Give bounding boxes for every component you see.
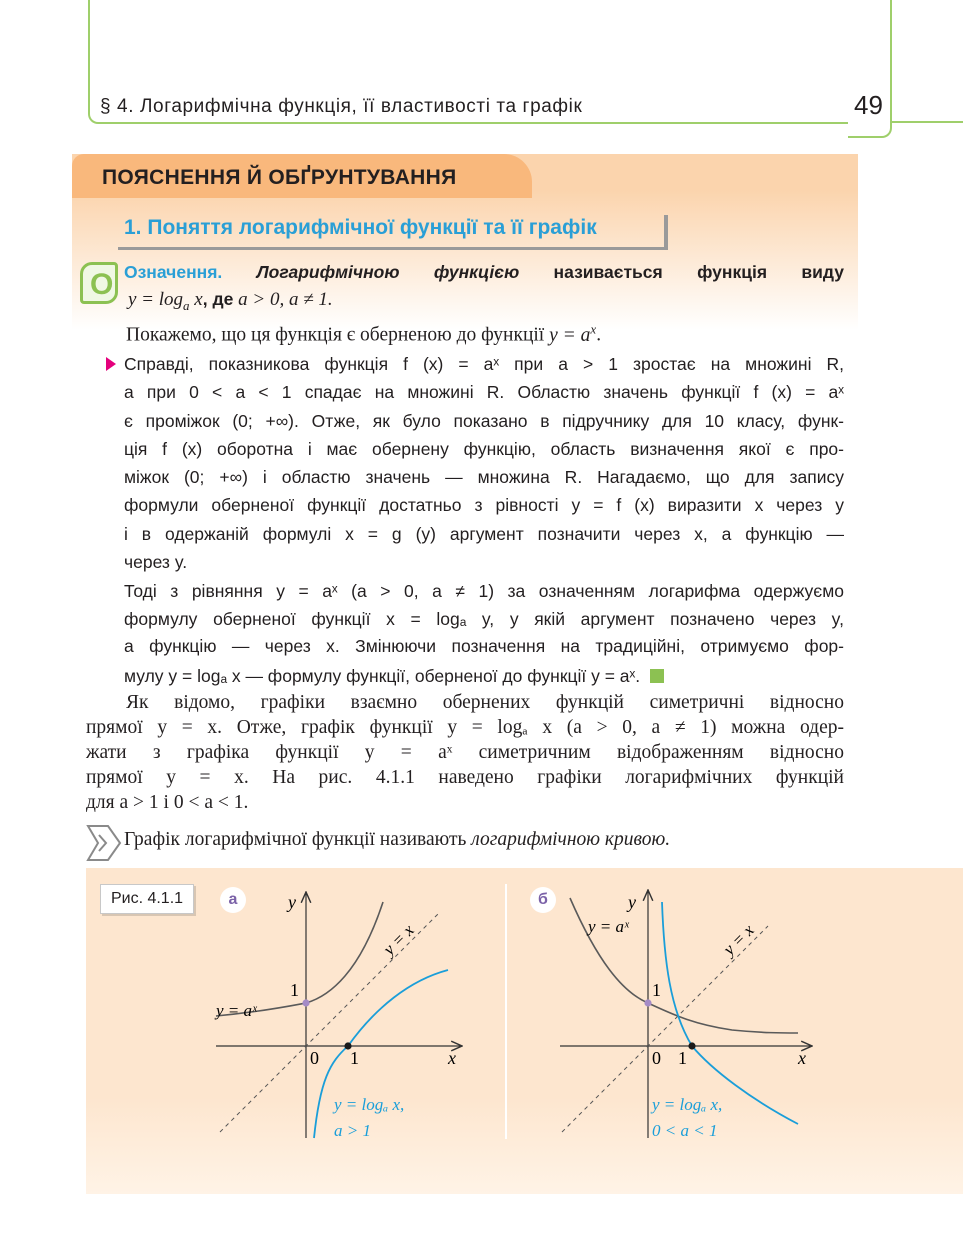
definition-label: Означення. xyxy=(124,262,223,282)
y-one-label: 1 xyxy=(290,980,299,1000)
proof-line: ція f (x) оборотна і має обернену функцію, область визначення якої є про- xyxy=(124,438,844,459)
point-y-intercept xyxy=(644,999,651,1006)
origin-label: 0 xyxy=(310,1048,319,1068)
diagonal-label: y = x xyxy=(379,920,418,959)
y-axis-label: y xyxy=(288,892,296,912)
graph-panel-a xyxy=(200,880,490,1145)
proof-line: формулу оберненої функції x = logₐ y, у якій аргумент позначено через y, xyxy=(124,608,844,629)
definition-text: називається функція виду xyxy=(519,262,844,282)
graphs-line: жати з графіка функції y = aˣ симетричним відображенням відносно xyxy=(86,742,844,763)
page-frame-line xyxy=(892,121,963,123)
log-label-2: 0 < a < 1 xyxy=(652,1121,718,1140)
proof-line: Справді, показникова функція f (x) = aˣ при a > 1 зростає на множині R, xyxy=(124,354,844,374)
exp-label: y = aˣ xyxy=(588,917,629,936)
proof-line: і в одержаній формулі x = g (y) аргумент позначити через x, а функцію — xyxy=(124,523,844,544)
definition-conditions-lead: , де xyxy=(202,289,239,309)
log-label-1: y = logₐ x, xyxy=(334,1095,405,1114)
page-number: 49 xyxy=(854,90,883,120)
figure-label: Рис. 4.1.1 xyxy=(100,884,194,914)
proof-line-last: мулу y = logₐ x — формулу функції, оберненої до функції y = aˣ. xyxy=(124,661,844,691)
proof-paragraph-1 xyxy=(124,350,844,576)
origin-label: 0 xyxy=(652,1048,661,1068)
running-head: § 4. Логарифмічна функція, її властивості та графік xyxy=(100,96,583,117)
proof-line: є проміжок (0; +∞). Отже, як було показано в підручнику для 10 класу, функ- xyxy=(124,410,844,431)
graphs-line: прямої y = x. Отже, графік функції y = logₐ x (a > 0, a ≠ 1) можна одер- xyxy=(86,717,844,738)
subsection-title: 1. Поняття логарифмічної функції та її графік xyxy=(124,216,597,239)
note-emphasis: логарифмічною кривою. xyxy=(471,829,671,850)
figure-divider xyxy=(505,884,507,1139)
proof-line: формули оберненої функції достатньо з рівності y = f (x) виразити x через y xyxy=(124,495,844,516)
definition-formula: $y = \log_a x$ xyxy=(128,289,203,313)
graph-panel-b xyxy=(552,880,842,1145)
x-axis-label: x xyxy=(448,1048,456,1068)
panel-b-badge: б xyxy=(530,887,556,913)
subsection-bar xyxy=(664,215,668,250)
x-one-label: 1 xyxy=(678,1048,687,1068)
end-of-proof-icon xyxy=(650,669,664,683)
graphs-line: прямої y = x. На рис. 4.1.1 наведено графіки логарифмічних функцій xyxy=(86,767,844,788)
diagonal-line xyxy=(220,912,440,1132)
y-axis-label: y xyxy=(628,892,636,912)
exp-curve xyxy=(216,902,383,1016)
log-label-2: a > 1 xyxy=(334,1121,371,1140)
proof-bullet-icon xyxy=(106,357,116,371)
exp-label: y = aˣ xyxy=(216,1001,257,1020)
definition-line-2 xyxy=(128,286,628,319)
subsection-underline xyxy=(118,247,667,250)
note-arrow-icon xyxy=(86,824,122,862)
proof-line: а функцію — через x. Змінюючи позначення на традиційні, отримуємо фор- xyxy=(124,636,844,656)
proof-line: а при 0 < a < 1 спадає на множині R. Областю значень функції f (x) = aˣ xyxy=(124,382,844,403)
panel-a-badge: а xyxy=(220,887,246,913)
x-one-label: 1 xyxy=(350,1048,359,1068)
graphs-paragraph xyxy=(86,690,844,815)
point-y-intercept xyxy=(302,999,309,1006)
definition-term: Логарифмічною функцією xyxy=(256,262,520,282)
proof-line: через y. xyxy=(124,552,188,573)
definition-conditions: a > 0, a ≠ 1. xyxy=(238,289,333,310)
intro-line: Покажемо, що ця функція є оберненою до функції $y = a^x$. xyxy=(126,321,602,346)
section-title: ПОЯСНЕННЯ Й ОБҐРУНТУВАННЯ xyxy=(102,166,457,189)
proof-paragraph-2 xyxy=(124,578,844,691)
point-x-intercept xyxy=(688,1042,695,1049)
proof-line: Тоді з рівняння y = aˣ (a > 0, a ≠ 1) за означенням логарифма одержуємо xyxy=(124,581,844,601)
diagonal-label: y = x xyxy=(719,920,758,959)
graphs-line: для a > 1 і 0 < a < 1. xyxy=(86,792,249,813)
note-text: Графік логарифмічної функції називають логарифмічною кривою. xyxy=(124,829,671,850)
log-label-1: y = logₐ x, xyxy=(652,1095,723,1114)
proof-line: міжок (0; +∞) і областю значень — множина R. Нагадаємо, що для запису xyxy=(124,467,844,488)
y-one-label: 1 xyxy=(652,980,661,1000)
definition-line-1 xyxy=(124,259,844,286)
graphs-line: Як відомо, графіки взаємно обернених функцій симетричні відносно xyxy=(126,692,844,713)
definition-badge-icon: О xyxy=(80,262,118,304)
x-axis-label: x xyxy=(798,1048,806,1068)
